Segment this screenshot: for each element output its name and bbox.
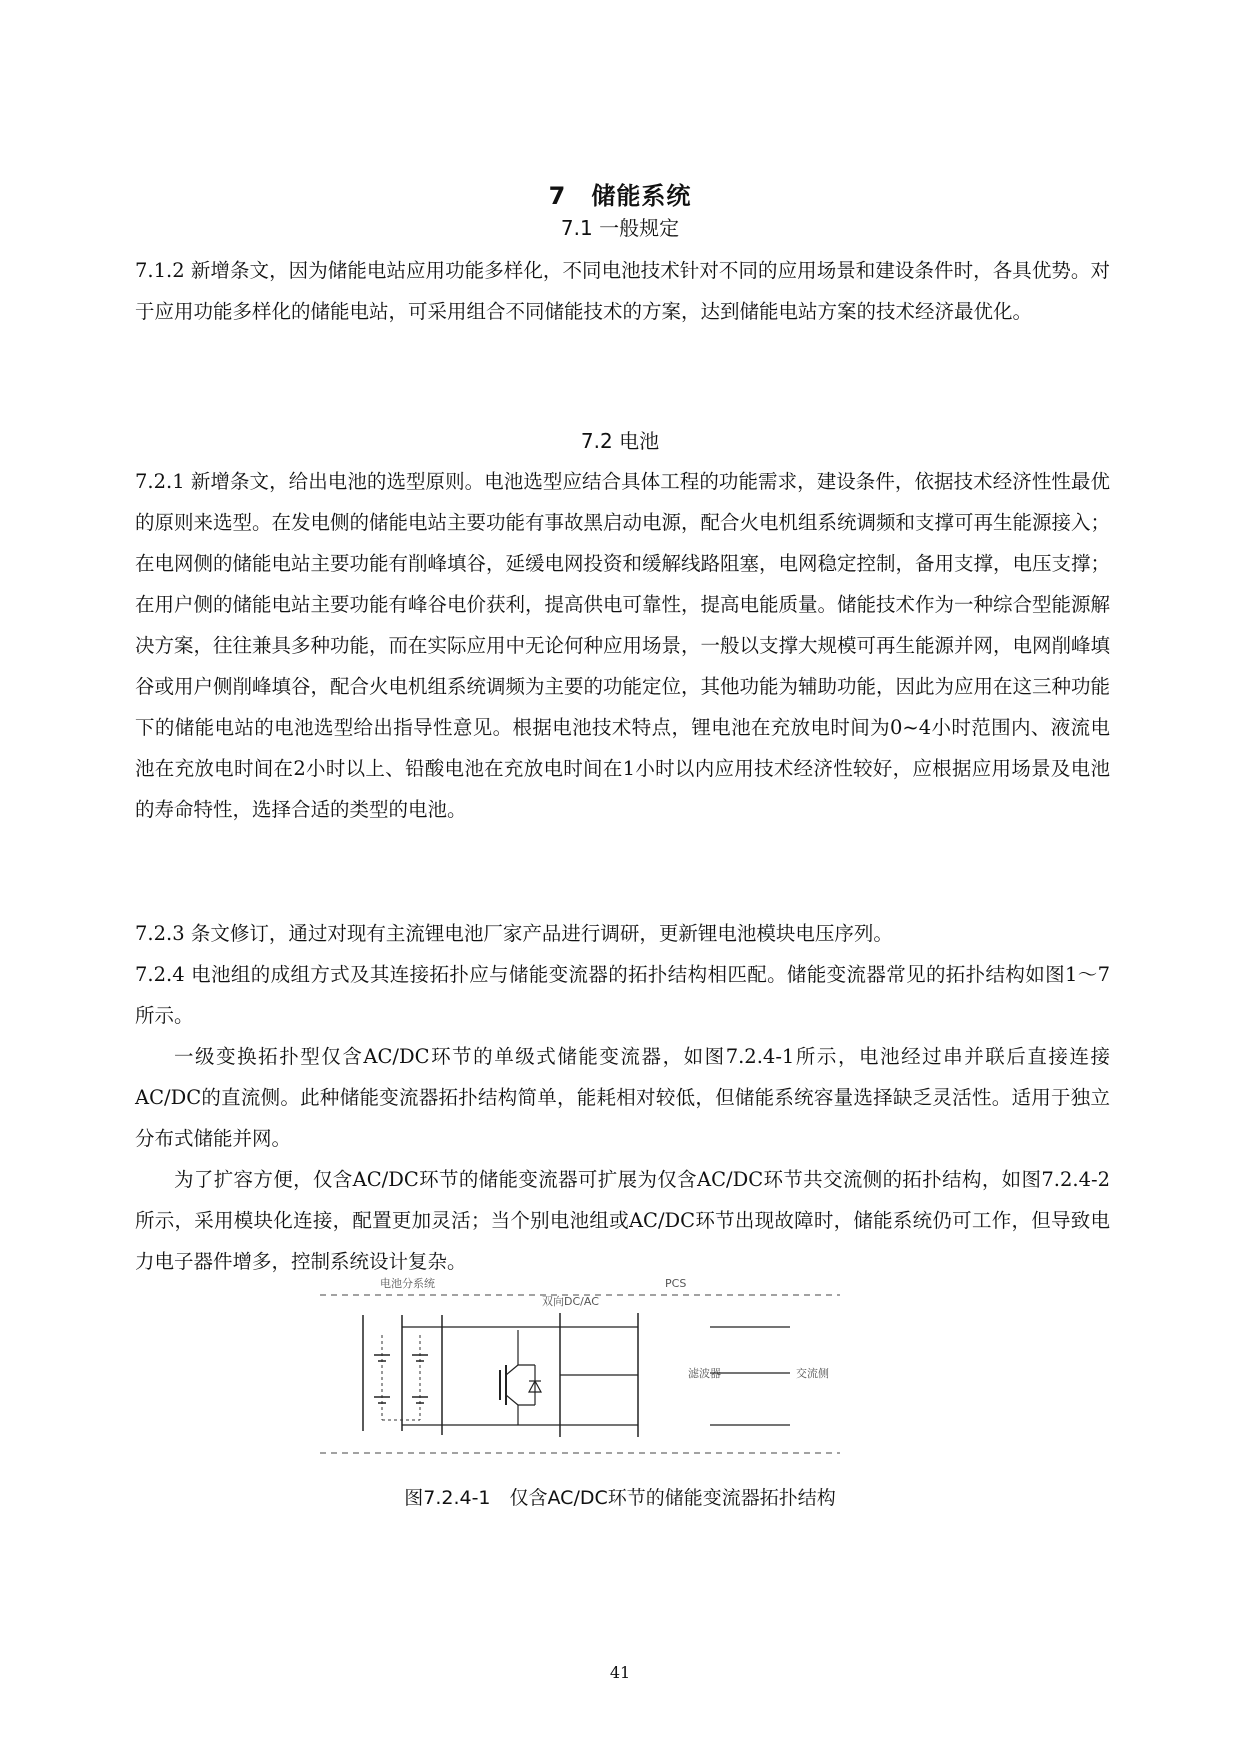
pcs-topology-diagram (310, 1265, 850, 1465)
battery-string-right-icon (412, 1335, 428, 1420)
section-7-2-heading: 7.2 电池 (580, 429, 660, 453)
pcs-label: PCS (665, 1277, 687, 1290)
clause-7-2-1: 7.2.1 新增条文，给出电池的选型原则。电池选型应结合具体工程的功能需求，建设条件，依据技术经济性性最优的原则来选型。在发电侧的储能电站主要功能有事故黑启动电源，配合火电机组系统调频和支撑可再生能源接入；在电网侧的储能电站主要功能有削峰填谷，延缓电网投资和缓解线路阻塞，电网稳定控制，备用支撑，电压支撑；在用户侧的储能电站主要功能有峰谷电价获利，提高供电可靠性，提高电能质量。储能技术作为一种综合型能源解决方案，往往兼具多种功能，而在实际应用中无论何种应用场景，一般以支撑大规模可再生能源并网，电网削峰填谷或用户侧削峰填谷，配合火电机组系统调频为主要的功能定位，其他功能为辅助功能，因此为应用在这三种功能下的储能电站的电池选型给出指导性意见。根据电池技术特点，锂电池在充放电时间为0~4小时范围内、液流电池在充放电时间在2小时以上、铅酸电池在充放电时间在1小时以内应用技术经济性较好，应根据应用场景及电池的寿命特性，选择合适的类型的电池。 (135, 470, 1111, 821)
battery-subsystem-label: 电池分系统 (380, 1277, 435, 1290)
paragraph-expanded-topology: 为了扩容方便，仅含AC/DC环节的储能变流器可扩展为仅含AC/DC环节共交流侧的拓扑结构，如图7.2.4-2所示，采用模块化连接，配置更加灵活；当个别电池组或AC/DC环节出现故障时，储能系统仍可工作，但导致电力电子器件增多，控制系统设计复杂。 (135, 1168, 1110, 1273)
clause-7-2-4: 7.2.4 电池组的成组方式及其连接拓扑应与储能变流器的拓扑结构相匹配。储能变流器常见的拓扑结构如图1～7所示。 (135, 963, 1110, 1027)
figure-caption: 图7.2.4-1 仅含AC/DC环节的储能变流器拓扑结构 (404, 1487, 836, 1509)
clause-7-1-2: 7.1.2 新增条文，因为储能电站应用功能多样化，不同电池技术针对不同的应用场景和建设条件时，各具优势。对于应用功能多样化的储能电站，可采用组合不同储能技术的方案，达到储能电站方案的技术经济最优化。 (135, 259, 1110, 323)
battery-string-left-icon (374, 1335, 390, 1420)
ac-side-label: 交流侧 (796, 1367, 829, 1380)
filter-label: 滤波器 (688, 1367, 721, 1380)
igbt-switch-icon (500, 1330, 541, 1425)
clause-7-2-3: 7.2.3 条文修订，通过对现有主流锂电池厂家产品进行调研，更新锂电池模块电压序列。 (135, 922, 893, 945)
page-number: 41 (609, 1663, 631, 1682)
chapter-title: 7 储能系统 (548, 182, 692, 210)
battery-subsystem (363, 1315, 428, 1431)
paragraph-one-stage-topology: 一级变换拓扑型仅含AC/DC环节的单级式储能变流器，如图7.2.4-1所示，电池经过串并联后直接连接AC/DC的直流侧。此种储能变流器拓扑结构简单，能耗相对较低，但储能系统容量选择缺乏灵活性。适用于独立分布式储能并网。 (135, 1045, 1110, 1150)
section-7-1-heading: 7.1 一般规定 (560, 216, 680, 240)
converter-label: 双向DC/AC (542, 1295, 599, 1308)
